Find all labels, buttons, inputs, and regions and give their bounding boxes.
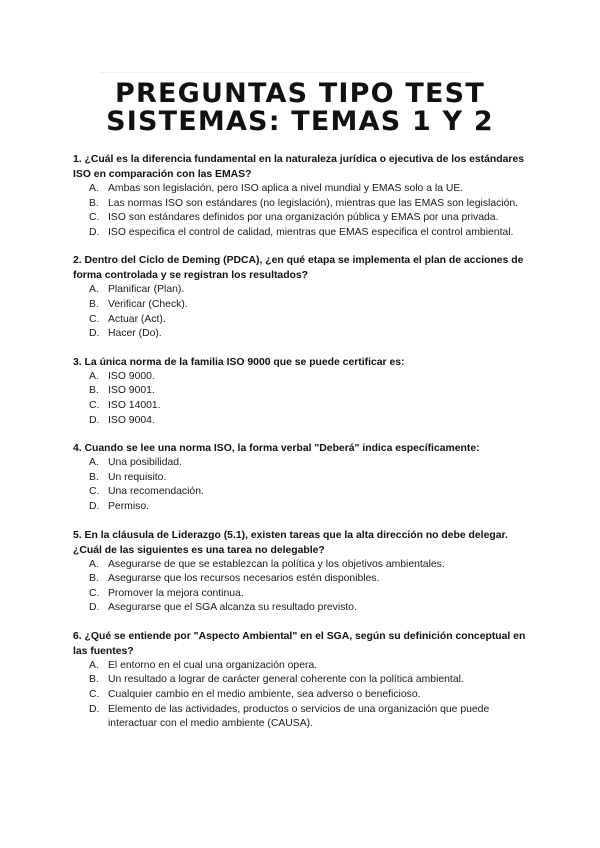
option-letter: C. xyxy=(89,399,100,411)
option-text: Asegurarse que el SGA alcanza su resultado previsto. xyxy=(108,602,357,614)
option-letter: D. xyxy=(89,328,100,340)
question-text: 3. La única norma de la familia ISO 9000 que se puede certificar es: xyxy=(73,356,405,368)
option-letter: C. xyxy=(89,689,100,701)
option-d xyxy=(73,414,533,429)
option-b xyxy=(73,572,533,587)
option-text: Una posibilidad. xyxy=(108,457,182,469)
question-1 xyxy=(73,152,533,240)
option-letter: B. xyxy=(89,385,99,397)
option-c xyxy=(73,211,533,226)
option-text: Planificar (Plan). xyxy=(108,284,185,296)
question-list xyxy=(73,152,533,745)
option-a xyxy=(73,283,533,298)
option-a xyxy=(73,456,533,471)
option-text: ISO 9000. xyxy=(108,370,155,382)
option-letter: B. xyxy=(89,674,99,686)
question-text: 5. En la cláusula de Liderazgo (5.1), existen tareas que la alta dirección no debe delegar. ¿Cuál de las siguientes es una tarea no delegable? xyxy=(73,529,508,556)
top-divider xyxy=(100,72,470,73)
option-a xyxy=(73,659,533,674)
option-text: ISO son estándares definidos por una organización pública y EMAS por una privada. xyxy=(108,212,499,224)
option-a xyxy=(73,370,533,385)
option-letter: B. xyxy=(89,298,99,310)
option-letter: D. xyxy=(89,226,100,238)
option-letter: A. xyxy=(89,558,99,570)
option-c xyxy=(73,399,533,414)
option-letter: C. xyxy=(89,313,100,325)
option-d xyxy=(73,703,533,732)
option-text: Ambas son legislación, pero ISO aplica a nivel mundial y EMAS solo a la UE. xyxy=(108,183,464,194)
option-letter: A. xyxy=(89,284,99,296)
option-b xyxy=(73,471,533,486)
option-letter: D. xyxy=(89,703,100,715)
option-text: Asegurarse que los recursos necesarios estén disponibles. xyxy=(108,573,380,585)
question-5 xyxy=(73,528,533,616)
option-letter: A. xyxy=(89,457,99,469)
option-d xyxy=(73,327,533,342)
option-d xyxy=(73,601,533,616)
question-text: 1. ¿Cuál es la diferencia fundamental en la naturaleza jurídica o ejecutiva de los estándares ISO en comparación con las EMAS? xyxy=(73,154,524,180)
option-a xyxy=(73,182,533,197)
option-c xyxy=(73,688,533,703)
option-text: ISO especifica el control de calidad, mientras que EMAS especifica el control ambiental. xyxy=(108,226,514,238)
option-list xyxy=(73,370,533,428)
option-text: Promover la mejora continua. xyxy=(108,587,244,599)
title-line-1: PREGUNTAS TIPO TEST xyxy=(115,78,485,109)
option-letter: B. xyxy=(89,573,99,585)
option-letter: A. xyxy=(89,183,99,194)
option-text: Una recomendación. xyxy=(108,486,204,498)
option-list xyxy=(73,558,533,616)
option-letter: D. xyxy=(89,602,100,614)
option-text: ISO 14001. xyxy=(108,399,161,411)
option-text: Permiso. xyxy=(108,500,149,512)
option-d xyxy=(73,500,533,515)
option-text: Un resultado a lograr de carácter general coherente con la política ambiental. xyxy=(108,674,464,686)
option-b xyxy=(73,197,533,212)
option-text: Cualquier cambio en el medio ambiente, sea adverso o beneficioso. xyxy=(108,689,421,701)
option-c xyxy=(73,587,533,602)
option-text: Elemento de las actividades, productos o servicios de una organización que puede interactuar con el medio ambiente (CAUSA). xyxy=(108,703,490,730)
option-text: Asegurarse de que se establezcan la política y los objetivos ambientales. xyxy=(108,558,445,570)
option-text: ISO 9001. xyxy=(108,385,155,397)
option-c xyxy=(73,313,533,328)
title-line-2: SISTEMAS: TEMAS 1 Y 2 xyxy=(106,106,494,137)
question-text: 6. ¿Qué se entiende por "Aspecto Ambiental" en el SGA, según su definición conceptual en las fuentes? xyxy=(73,630,526,657)
option-text: ISO 9004. xyxy=(108,414,155,426)
option-list xyxy=(73,659,533,732)
option-letter: B. xyxy=(89,197,99,209)
option-list xyxy=(73,283,533,341)
question-6 xyxy=(73,629,533,732)
question-text: 4. Cuando se lee una norma ISO, la forma verbal "Deberá" indica específicamente: xyxy=(73,443,480,455)
option-letter: C. xyxy=(89,212,100,224)
option-letter: D. xyxy=(89,414,100,426)
option-text: Verificar (Check). xyxy=(108,298,188,310)
option-letter: D. xyxy=(89,500,100,512)
option-letter: B. xyxy=(89,471,99,483)
question-2 xyxy=(73,253,533,341)
option-letter: C. xyxy=(89,486,100,498)
option-text: Un requisito. xyxy=(108,471,167,483)
option-letter: A. xyxy=(89,659,99,671)
option-b xyxy=(73,673,533,688)
option-text: El entorno en el cual una organización opera. xyxy=(108,659,318,671)
option-list xyxy=(73,456,533,514)
option-d xyxy=(73,226,533,241)
page-title xyxy=(0,80,600,136)
question-text: 2. Dentro del Ciclo de Deming (PDCA), ¿en qué etapa se implementa el plan de acciones de forma controlada y se registran los resultados? xyxy=(73,255,524,282)
option-letter: C. xyxy=(89,587,100,599)
option-c xyxy=(73,485,533,500)
option-text: Las normas ISO son estándares (no legislación), mientras que las EMAS son legislación. xyxy=(108,197,519,209)
option-b xyxy=(73,384,533,399)
option-text: Hacer (Do). xyxy=(108,328,162,340)
question-4 xyxy=(73,441,533,514)
option-b xyxy=(73,298,533,313)
option-letter: A. xyxy=(89,370,99,382)
option-a xyxy=(73,558,533,573)
option-text: Actuar (Act). xyxy=(108,313,166,325)
question-3 xyxy=(73,355,533,428)
option-list xyxy=(73,182,533,240)
